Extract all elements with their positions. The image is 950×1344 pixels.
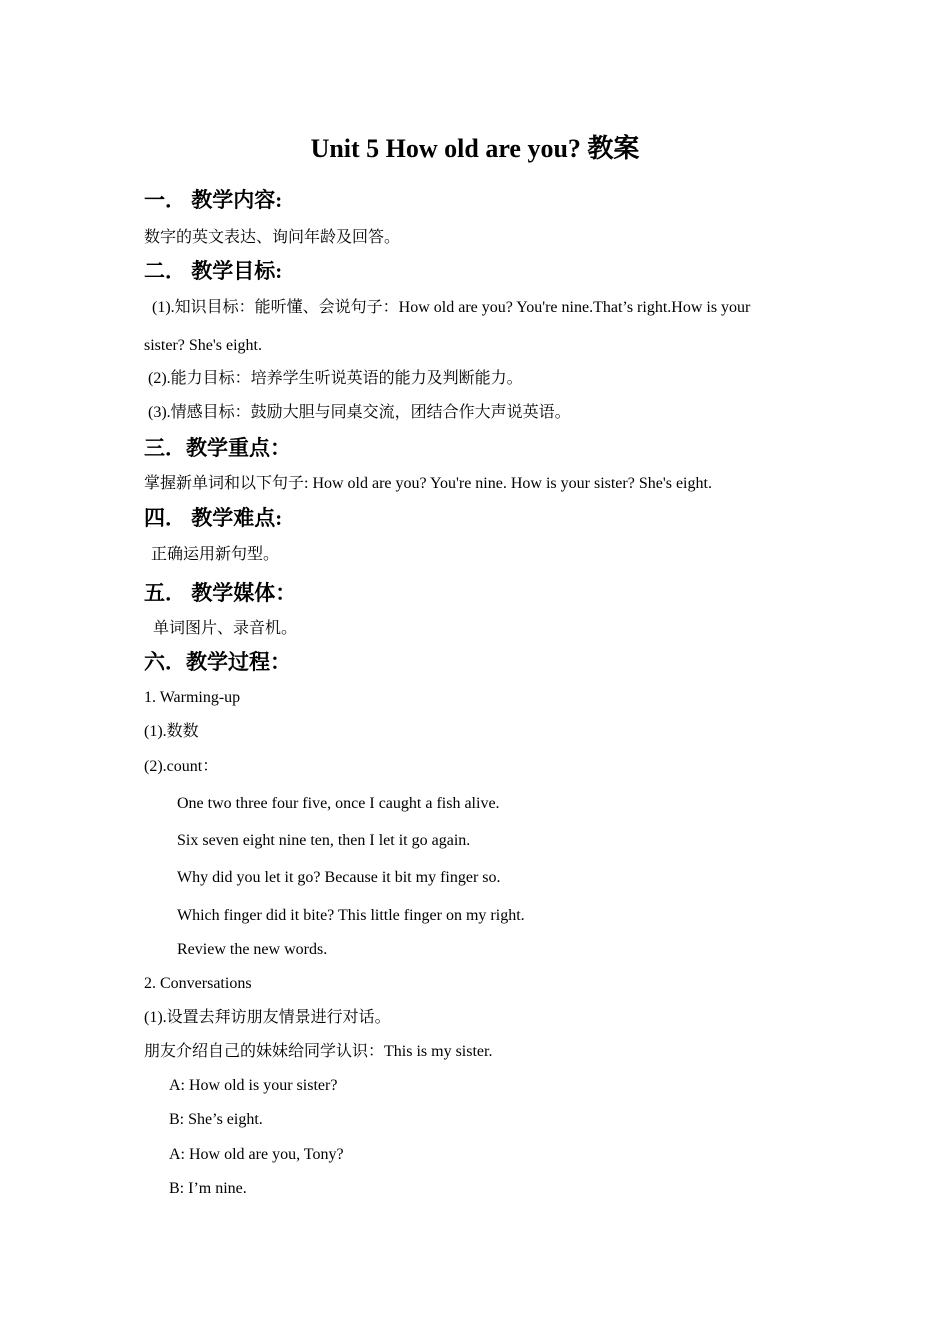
conversations-intro: 朋友介绍自己的妹妹给同学认识：This is my sister. xyxy=(144,1043,493,1060)
dialog-line: A: How old is your sister? xyxy=(169,1077,338,1094)
section-5-heading: 五． 教学媒体： xyxy=(144,581,297,605)
warmup-step-1: (1).数数 xyxy=(144,723,199,740)
section-1-heading: 一． 教学内容: xyxy=(144,188,283,212)
section-5-text: 单词图片、录音机。 xyxy=(153,620,298,637)
goal-2: (2).能力目标：培养学生听说英语的能力及判断能力。 xyxy=(148,370,523,387)
section-3-text: 掌握新单词和以下句子: How old are you? You're nine. How is your sister? She's eight. xyxy=(144,475,712,492)
document-title: Unit 5 How old are you? 教案 xyxy=(310,134,640,163)
conversations-step-1: (1).设置去拜访朋友情景进行对话。 xyxy=(144,1009,391,1026)
warmup-step-2: (2).count： xyxy=(144,758,219,775)
section-3-heading: 三．教学重点： xyxy=(144,436,291,460)
dialog-line: B: I’m nine. xyxy=(169,1180,247,1197)
dialog-line: B: She’s eight. xyxy=(169,1111,263,1128)
rhyme-line: Six seven eight nine ten, then I let it go again. xyxy=(177,832,471,849)
goal-3: (3).情感目标：鼓励大胆与同桌交流，团结合作大声说英语。 xyxy=(148,404,571,421)
conversations-title: 2. Conversations xyxy=(144,975,252,992)
goal-1-line-a: (1).知识目标：能听懂、会说句子：How old are you? You're nine.That’s right.How is your xyxy=(152,299,751,316)
rhyme-line: One two three four five, once I caught a fish alive. xyxy=(177,795,500,812)
dialog-line: A: How old are you, Tony? xyxy=(169,1146,344,1163)
section-4-text: 正确运用新句型。 xyxy=(151,546,280,563)
section-2-heading: 二． 教学目标: xyxy=(144,259,283,283)
section-1-text: 数字的英文表达、询问年龄及回答。 xyxy=(144,229,401,246)
warmup-title: 1. Warming-up xyxy=(144,689,241,706)
rhyme-line: Review the new words. xyxy=(177,941,328,958)
section-6-heading: 六．教学过程： xyxy=(144,650,291,674)
section-4-heading: 四． 教学难点: xyxy=(144,506,283,530)
rhyme-line: Why did you let it go? Because it bit my finger so. xyxy=(177,869,501,886)
rhyme-line: Which finger did it bite? This little finger on my right. xyxy=(177,907,525,924)
goal-1-line-b: sister? She's eight. xyxy=(144,337,262,354)
